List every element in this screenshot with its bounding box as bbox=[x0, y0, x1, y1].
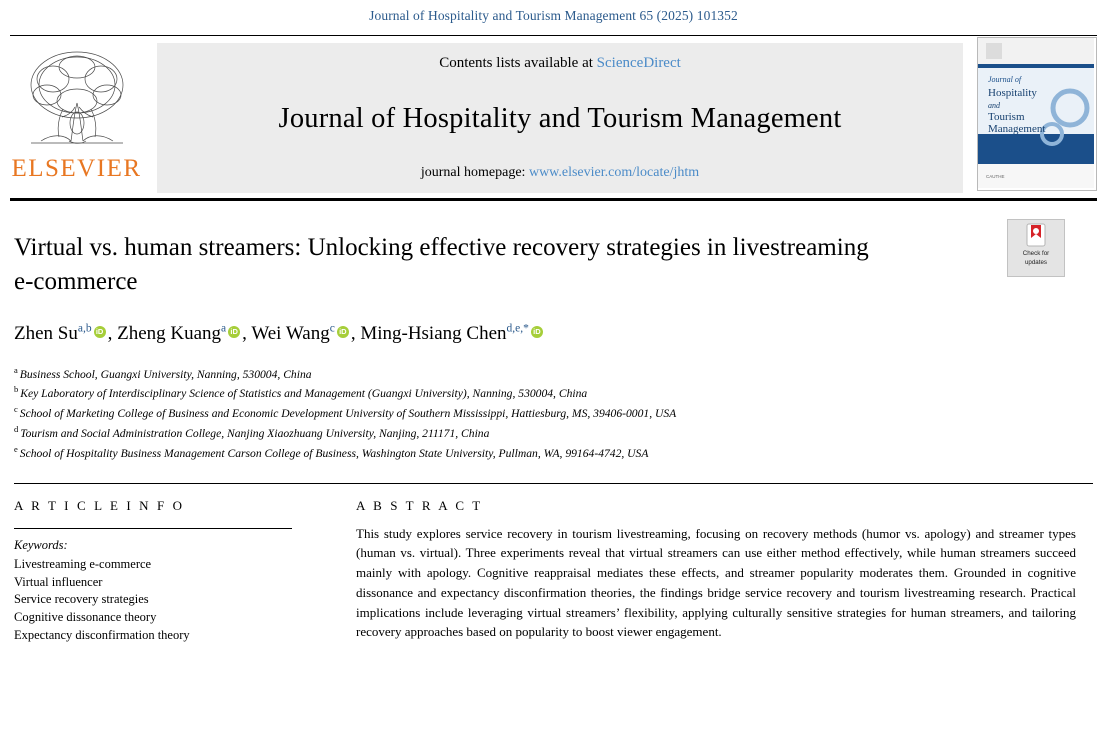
elsevier-wordmark: ELSEVIER bbox=[11, 155, 142, 182]
journal-title: Journal of Hospitality and Tourism Management bbox=[278, 102, 842, 134]
affiliation-text: School of Marketing College of Business and Economic Development University of Southern Mississippi, Hattiesburg, MS, 39406-0001, USA bbox=[19, 407, 677, 421]
author-name: Wei Wang bbox=[251, 323, 330, 344]
keyword-item: Expectancy disconfirmation theory bbox=[14, 628, 190, 643]
affiliation-list bbox=[14, 364, 1093, 463]
orcid-icon[interactable] bbox=[228, 326, 240, 338]
homepage-prefix: journal homepage: bbox=[420, 165, 526, 180]
affiliation-mark: c bbox=[14, 404, 18, 415]
affiliation-item bbox=[14, 383, 1093, 403]
keyword-item: Cognitive dissonance theory bbox=[14, 610, 157, 625]
affiliation-text: Key Laboratory of Interdisciplinary Science of Statistics and Management (Guangxi University), Nanning, 530004, China bbox=[20, 387, 588, 401]
author-affiliation-marks: a bbox=[221, 322, 227, 335]
journal-homepage-link[interactable]: www.elsevier.com/locate/jhtm bbox=[528, 165, 700, 180]
crossmark-icon bbox=[1023, 223, 1049, 249]
journal-band bbox=[157, 43, 963, 193]
keyword-item: Livestreaming e-commerce bbox=[14, 556, 152, 571]
affiliation-text: Tourism and Social Administration College, Nanjing Xiaozhuang University, Nanjing, 211171, China bbox=[20, 426, 490, 440]
author-affiliation-marks: d,e,* bbox=[506, 322, 529, 335]
orcid-icon[interactable] bbox=[531, 326, 543, 338]
affiliation-text: Business School, Guangxi University, Nanning, 530004, China bbox=[19, 367, 312, 381]
orcid-icon[interactable] bbox=[94, 326, 106, 338]
keywords-divider bbox=[14, 528, 292, 529]
masthead-bottom-rule bbox=[10, 198, 1097, 201]
svg-text:and: and bbox=[988, 101, 1000, 110]
affiliation-text: School of Hospitality Business Management Carson College of Business, Washington State University, Pullman, WA, 99164-4742, USA bbox=[19, 446, 649, 460]
author-separator: , bbox=[350, 323, 361, 344]
journal-masthead bbox=[10, 35, 1097, 198]
affiliation-mark: e bbox=[14, 443, 18, 454]
page-title: Virtual vs. human streamers: Unlocking effective recovery strategies in livestreaming e-commerce bbox=[14, 234, 869, 295]
svg-text:Journal of: Journal of bbox=[988, 75, 1022, 84]
svg-text:CAUTHE: CAUTHE bbox=[986, 174, 1005, 179]
author-name: Zhen Su bbox=[14, 323, 78, 344]
author-name: Zheng Kuang bbox=[117, 323, 222, 344]
affiliation-mark: d bbox=[14, 423, 19, 434]
info-abstract-section bbox=[14, 484, 1093, 645]
author-name: Ming-Hsiang Chen bbox=[360, 323, 507, 344]
elsevier-tree-icon bbox=[17, 45, 137, 157]
journal-cover-thumbnail bbox=[977, 37, 1097, 191]
svg-text:Management: Management bbox=[988, 123, 1046, 135]
running-head: Journal of Hospitality and Tourism Management 65 (2025) 101352 bbox=[369, 8, 738, 23]
author-separator: , bbox=[242, 323, 252, 344]
affiliation-mark: a bbox=[14, 364, 18, 375]
affiliation-item bbox=[14, 364, 1093, 384]
keyword-item: Service recovery strategies bbox=[14, 592, 149, 607]
affiliation-mark: b bbox=[14, 384, 19, 395]
check-updates-line1: Check for bbox=[1022, 250, 1050, 257]
author-affiliation-marks: c bbox=[329, 322, 335, 335]
abstract-heading: A B S T R A C T bbox=[356, 497, 483, 513]
affiliation-item bbox=[14, 403, 1093, 423]
affiliation-item bbox=[14, 423, 1093, 443]
author-entry bbox=[360, 323, 545, 344]
sciencedirect-link[interactable]: ScienceDirect bbox=[596, 55, 681, 71]
author-entry bbox=[117, 323, 251, 344]
orcid-icon[interactable] bbox=[337, 326, 349, 338]
svg-text:Hospitality: Hospitality bbox=[988, 87, 1037, 99]
abstract-text: This study explores service recovery in tourism livestreaming, focusing on recovery methods (humor vs. apology) and streamer types (human vs. virtual). Three experiments reveal that virtual streamers can use either method effectively, while human streamers succeed mainly with apology. Cognitive reappraisal mediates these effects, and streamer popularity moderates them. Grounded in cognitive dissonance and expectancy disconfirmation theories, the findings bridge service recovery and tourism livestreaming research. Practical implications include leveraging virtual streamers’ flexibility, applying culturally sensitive strategies for human streamers, and tailoring recovery approaches based on popularity to boost viewer engagement. bbox=[356, 525, 1076, 640]
contents-line bbox=[439, 55, 681, 72]
affiliation-item bbox=[14, 443, 1093, 463]
author-entry bbox=[251, 323, 360, 344]
contents-prefix: Contents lists available at bbox=[439, 55, 593, 71]
elsevier-logo bbox=[10, 43, 143, 193]
keywords-list bbox=[14, 556, 288, 645]
svg-text:Tourism: Tourism bbox=[988, 111, 1025, 123]
article-info-heading: A R T I C L E I N F O bbox=[14, 497, 185, 513]
abstract-column bbox=[306, 498, 1093, 645]
author-affiliation-marks: a,b bbox=[77, 322, 92, 335]
title-block bbox=[14, 231, 1093, 298]
crossmark-check-for-updates-badge[interactable] bbox=[1007, 219, 1065, 277]
homepage-line bbox=[421, 165, 699, 181]
keywords-label: Keywords: bbox=[14, 537, 68, 552]
keyword-item: Virtual influencer bbox=[14, 574, 103, 589]
author-separator: , bbox=[107, 323, 118, 344]
cover-artwork bbox=[978, 38, 1094, 188]
author-entry bbox=[14, 323, 117, 344]
check-updates-line2: updates bbox=[1024, 258, 1048, 266]
author-list bbox=[14, 320, 1093, 349]
article-info-column bbox=[14, 498, 306, 645]
